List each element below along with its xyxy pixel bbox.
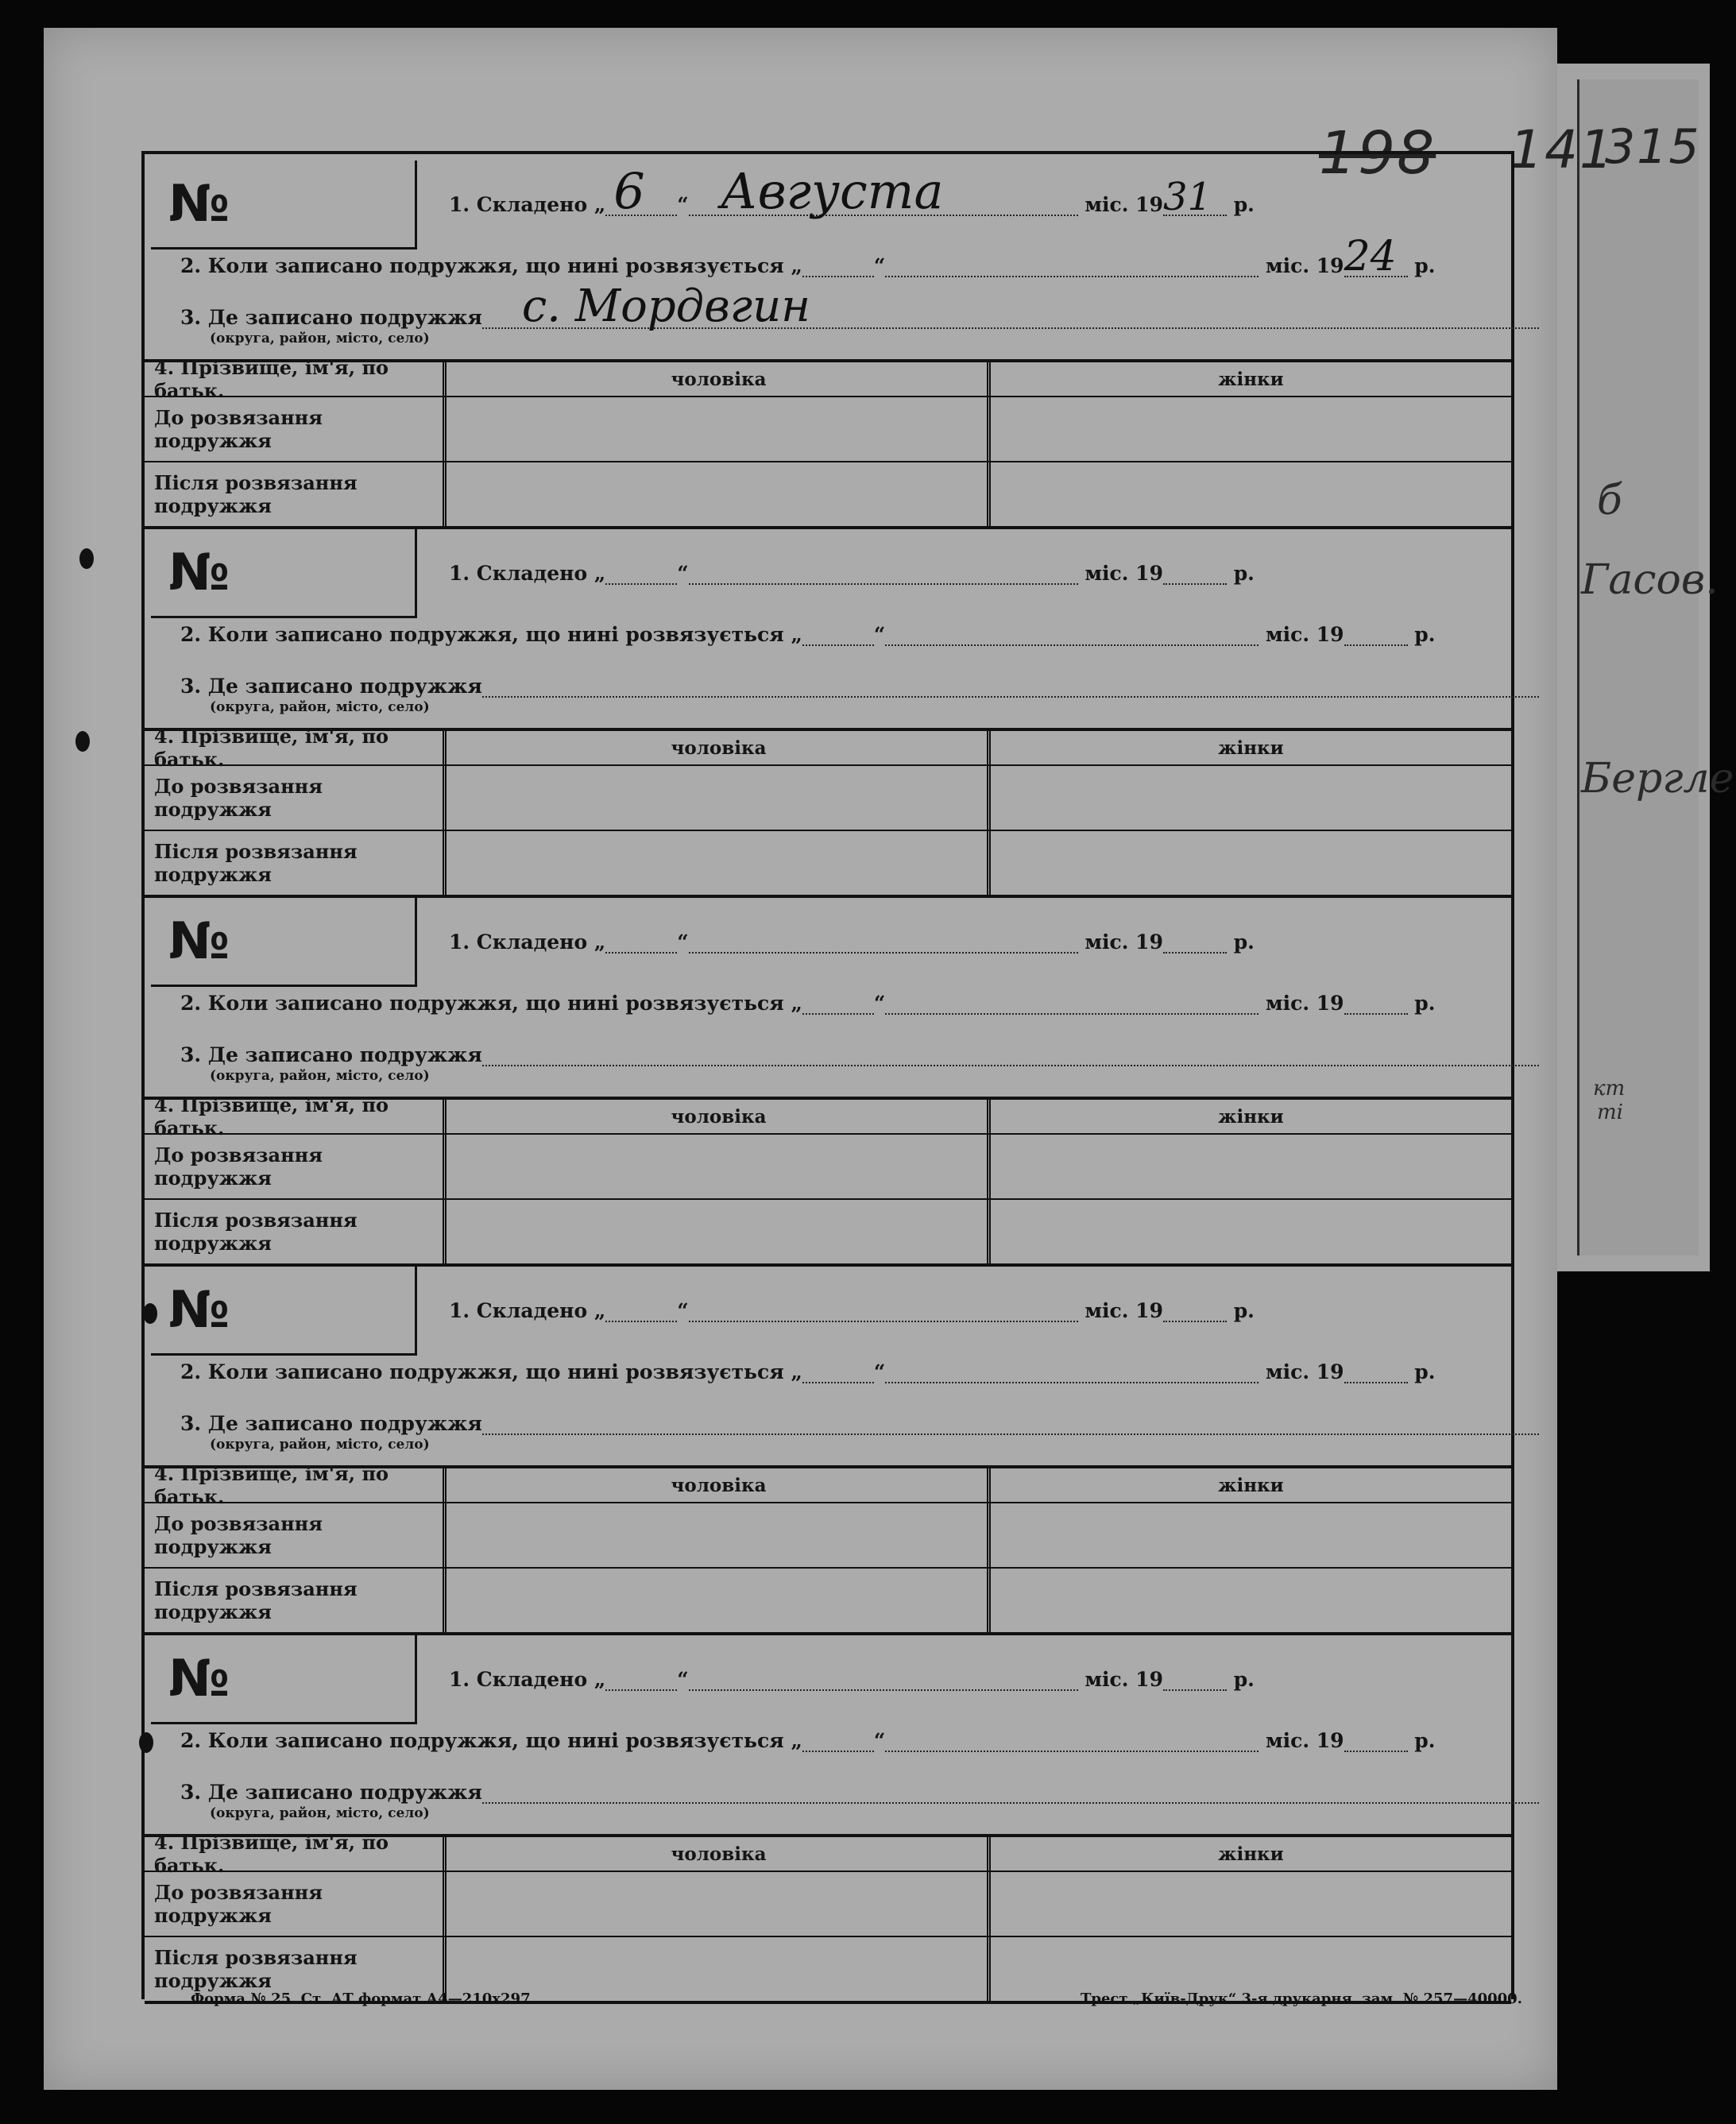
- registered-month-field[interactable]: [885, 622, 1259, 646]
- before-divorce-label: До розвязання подружжя: [145, 1503, 447, 1567]
- registered-month-field[interactable]: [885, 991, 1259, 1015]
- registered-where-line: [180, 1780, 1539, 1804]
- close-quote: “: [677, 930, 689, 954]
- year-suffix: р.: [1233, 562, 1255, 585]
- entry-number-box[interactable]: [151, 1635, 417, 1724]
- registered-year-field[interactable]: [1344, 1728, 1408, 1752]
- registered-when-label: 2. Коли записано подружжя, що нині розвязується: [180, 623, 784, 646]
- registered-when-line: [180, 622, 1435, 646]
- registered-when-line: [180, 1360, 1435, 1383]
- before-divorce-label: До розвязання подружжя: [145, 766, 447, 830]
- composed-label: 1. Складено: [449, 930, 588, 954]
- number-sign: №: [168, 174, 230, 234]
- place-hint: (округа, район, місто, село): [210, 1068, 430, 1084]
- open-quote: „: [791, 254, 802, 277]
- before-divorce-row: [145, 1135, 1511, 1200]
- composed-year-field[interactable]: [1163, 561, 1227, 585]
- back-note: Гасов.: [1581, 556, 1719, 604]
- month-label: міс. 19: [1085, 1299, 1163, 1322]
- registered-month-field[interactable]: [885, 253, 1259, 277]
- husband-header: чоловіка: [450, 1100, 991, 1133]
- names-table: [145, 1831, 1511, 2001]
- back-note: б: [1597, 477, 1622, 524]
- husband-before-cell[interactable]: [450, 397, 991, 461]
- year-suffix: р.: [1233, 1299, 1255, 1322]
- number-sign: №: [168, 1280, 230, 1340]
- month-label: міс. 19: [1085, 930, 1163, 954]
- names-table-header: [145, 725, 1511, 771]
- composed-year-value: 31: [1162, 175, 1212, 219]
- surname-header: 4. Прізвище, ім'я, по батьк.: [145, 731, 447, 764]
- close-quote: “: [873, 1729, 886, 1752]
- registered-where-label: 3. Де записано подружжя: [180, 1412, 482, 1435]
- composed-day-field[interactable]: [605, 1667, 677, 1691]
- registered-where-label: 3. Де записано подружжя: [180, 1781, 482, 1804]
- year-suffix: р.: [1414, 623, 1436, 646]
- composed-month-field[interactable]: [689, 561, 1078, 585]
- before-divorce-row: [145, 397, 1511, 462]
- open-quote: „: [593, 1668, 606, 1691]
- register-entry: [145, 892, 1511, 1260]
- composed-year-field[interactable]: [1163, 1667, 1227, 1691]
- open-quote: „: [593, 562, 606, 585]
- names-table-header: [145, 356, 1511, 402]
- after-divorce-label: Після розвязання подружжя: [145, 1937, 447, 2001]
- composed-label: 1. Складено: [449, 1299, 588, 1322]
- composed-day-field[interactable]: [605, 1298, 677, 1322]
- composed-year-field[interactable]: [1163, 1298, 1227, 1322]
- close-quote: “: [677, 193, 689, 216]
- registered-day-field[interactable]: [802, 622, 874, 646]
- registered-when-label: 2. Коли записано подружжя, що нині розвязується: [180, 992, 784, 1015]
- registered-year-field[interactable]: [1344, 1360, 1408, 1383]
- wife-header: жінки: [1218, 1843, 1284, 1865]
- entry-number-box[interactable]: [151, 1267, 417, 1356]
- month-label: міс. 19: [1265, 992, 1344, 1015]
- registered-day-field[interactable]: [802, 253, 874, 277]
- registered-year-field[interactable]: [1344, 991, 1408, 1015]
- names-table-header: [145, 1831, 1511, 1877]
- before-divorce-row: [145, 1503, 1511, 1569]
- composed-line: [449, 162, 1255, 220]
- after-divorce-label: Після розвязання подружжя: [145, 1569, 447, 1632]
- registered-where-line: [180, 674, 1539, 698]
- registered-where-line: [180, 1411, 1539, 1435]
- names-table-header: [145, 1093, 1511, 1139]
- composed-line: [449, 930, 1255, 954]
- entry-number-box[interactable]: [151, 529, 417, 618]
- husband-after-cell[interactable]: [450, 831, 991, 895]
- surname-header: 4. Прізвище, ім'я, по батьк.: [145, 362, 447, 396]
- composed-day-value: 6: [613, 162, 645, 220]
- registered-where-line: [180, 280, 1539, 332]
- entry-number-box[interactable]: [151, 161, 417, 250]
- binding-hole: [139, 1732, 153, 1753]
- open-quote: „: [593, 930, 606, 954]
- before-divorce-label: До розвязання подружжя: [145, 1135, 447, 1198]
- register-entry: [145, 523, 1511, 892]
- year-suffix: р.: [1233, 930, 1255, 954]
- number-sign: №: [168, 543, 230, 602]
- register-entry: [145, 1629, 1511, 1998]
- registered-place-field[interactable]: [482, 674, 1539, 698]
- month-label: міс. 19: [1265, 1729, 1344, 1752]
- after-divorce-row: [145, 831, 1511, 898]
- composed-day-field[interactable]: [605, 561, 677, 585]
- composed-label: 1. Складено: [449, 1668, 588, 1691]
- husband-after-cell[interactable]: [450, 1200, 991, 1263]
- registered-place-value: с. Мордвгин: [521, 280, 811, 332]
- divorce-register-form: [141, 151, 1514, 1999]
- husband-after-cell[interactable]: [450, 462, 991, 526]
- after-divorce-row: [145, 1200, 1511, 1267]
- names-table-header: [145, 1462, 1511, 1508]
- after-divorce-row: [145, 1569, 1511, 1635]
- binding-hole: [143, 1303, 157, 1324]
- composed-line: [449, 561, 1255, 585]
- registered-when-line: [180, 1728, 1435, 1752]
- registered-place-field[interactable]: [482, 1043, 1539, 1066]
- after-divorce-label: Після розвязання подружжя: [145, 831, 447, 895]
- year-suffix: р.: [1233, 193, 1255, 216]
- archive-number: 141: [1510, 119, 1614, 180]
- archive-number: 198: [1319, 119, 1436, 188]
- year-suffix: р.: [1414, 1729, 1436, 1752]
- composed-line: [449, 1298, 1255, 1322]
- before-divorce-row: [145, 1872, 1511, 1937]
- husband-header: чоловіка: [450, 362, 991, 396]
- husband-header: чоловіка: [450, 1837, 991, 1871]
- registered-day-field[interactable]: [802, 1728, 874, 1752]
- composed-month-field[interactable]: [689, 930, 1078, 954]
- names-table: [145, 725, 1511, 895]
- close-quote: “: [677, 1668, 689, 1691]
- registered-day-field[interactable]: [802, 1360, 874, 1383]
- names-table: [145, 1462, 1511, 1632]
- registered-where-label: 3. Де записано подружжя: [180, 1043, 482, 1066]
- entry-number-box[interactable]: [151, 898, 417, 987]
- registered-when-line: [180, 991, 1435, 1015]
- names-table: [145, 1093, 1511, 1263]
- binding-hole: [79, 548, 94, 569]
- open-quote: „: [593, 1299, 606, 1322]
- before-divorce-label: До розвязання подружжя: [145, 397, 447, 461]
- close-quote: “: [677, 562, 689, 585]
- close-quote: “: [873, 254, 886, 277]
- registered-when-label: 2. Коли записано подружжя, що нині розвязується: [180, 254, 784, 277]
- registered-where-label: 3. Де записано подружжя: [180, 675, 482, 698]
- before-divorce-label: До розвязання подружжя: [145, 1872, 447, 1936]
- husband-after-cell[interactable]: [450, 1569, 991, 1632]
- names-table: [145, 356, 1511, 526]
- before-divorce-row: [145, 766, 1511, 831]
- place-hint: (округа, район, місто, село): [210, 331, 430, 346]
- composed-label: 1. Складено: [449, 193, 588, 216]
- open-quote: „: [791, 1729, 802, 1752]
- close-quote: “: [873, 623, 886, 646]
- open-quote: „: [791, 992, 802, 1015]
- registered-where-line: [180, 1043, 1539, 1066]
- month-label: міс. 19: [1085, 562, 1163, 585]
- archive-number: 315: [1605, 119, 1701, 175]
- after-divorce-label: Після розвязання подружжя: [145, 462, 447, 526]
- register-entry: [145, 1260, 1511, 1629]
- registered-day-field[interactable]: [802, 991, 874, 1015]
- composed-year-field[interactable]: [1163, 930, 1227, 954]
- husband-header: чоловіка: [450, 731, 991, 764]
- wife-header: жінки: [1218, 737, 1284, 759]
- after-divorce-row: [145, 462, 1511, 529]
- registered-year-field[interactable]: [1344, 622, 1408, 646]
- husband-before-cell[interactable]: [450, 1503, 991, 1567]
- registered-place-field[interactable]: [482, 280, 1539, 332]
- back-note: Бергле: [1581, 755, 1734, 803]
- month-label: міс. 19: [1265, 254, 1344, 277]
- composed-line: [449, 1667, 1255, 1691]
- husband-header: чоловіка: [450, 1468, 991, 1502]
- binding-hole: [75, 731, 90, 752]
- close-quote: “: [873, 1360, 886, 1383]
- husband-before-cell[interactable]: [450, 1135, 991, 1198]
- registered-month-field[interactable]: [885, 1360, 1259, 1383]
- back-note: ті: [1597, 1101, 1623, 1124]
- surname-header: 4. Прізвище, ім'я, по батьк.: [145, 1100, 447, 1133]
- register-entry: [145, 154, 1511, 523]
- registered-place-field[interactable]: [482, 1411, 1539, 1435]
- after-divorce-label: Після розвязання подружжя: [145, 1200, 447, 1263]
- number-sign: №: [168, 911, 230, 971]
- registered-year-value: 24: [1344, 233, 1397, 280]
- close-quote: “: [677, 1299, 689, 1322]
- place-hint: (округа, район, місто, село): [210, 699, 430, 715]
- month-label: міс. 19: [1265, 623, 1344, 646]
- month-label: міс. 19: [1085, 1668, 1163, 1691]
- place-hint: (округа, район, місто, село): [210, 1437, 430, 1453]
- year-suffix: р.: [1414, 992, 1436, 1015]
- year-suffix: р.: [1414, 1360, 1436, 1383]
- composed-month-field[interactable]: [689, 162, 1078, 220]
- printer-imprint: Трест „Київ-Друк“ 3-я друкарня. зам. № 257—40000.: [1081, 1991, 1522, 2007]
- registered-when-line: [180, 233, 1436, 280]
- form-code: Форма № 25. Ст. АТ формат А4—210х297.: [191, 1991, 535, 2007]
- wife-header: жінки: [1218, 1474, 1284, 1496]
- open-quote: „: [791, 1360, 802, 1383]
- composed-year-field[interactable]: [1162, 175, 1227, 219]
- composed-label: 1. Складено: [449, 562, 588, 585]
- place-hint: (округа, район, місто, село): [210, 1805, 430, 1821]
- registered-when-label: 2. Коли записано подружжя, що нині розвязується: [180, 1360, 784, 1383]
- number-sign: №: [168, 1649, 230, 1708]
- month-label: міс. 19: [1085, 193, 1163, 216]
- wife-header: жінки: [1218, 368, 1284, 390]
- composed-day-field[interactable]: [605, 162, 677, 220]
- year-suffix: р.: [1414, 254, 1436, 277]
- composed-month-field[interactable]: [689, 1667, 1078, 1691]
- year-suffix: р.: [1233, 1668, 1255, 1691]
- registered-place-field[interactable]: [482, 1780, 1539, 1804]
- close-quote: “: [873, 992, 886, 1015]
- back-note: кт: [1593, 1077, 1626, 1101]
- registered-year-field[interactable]: [1344, 233, 1408, 280]
- wife-header: жінки: [1218, 1105, 1284, 1128]
- surname-header: 4. Прізвище, ім'я, по батьк.: [145, 1468, 447, 1502]
- open-quote: „: [593, 193, 606, 216]
- open-quote: „: [791, 623, 802, 646]
- registered-month-field[interactable]: [885, 1728, 1259, 1752]
- surname-header: 4. Прізвище, ім'я, по батьк.: [145, 1837, 447, 1871]
- composed-month-value: Августа: [720, 162, 944, 220]
- husband-before-cell[interactable]: [450, 766, 991, 830]
- composed-day-field[interactable]: [605, 930, 677, 954]
- husband-before-cell[interactable]: [450, 1872, 991, 1936]
- registered-when-label: 2. Коли записано подружжя, що нині розвязується: [180, 1729, 784, 1752]
- registered-where-label: 3. Де записано подружжя: [180, 306, 482, 329]
- composed-month-field[interactable]: [689, 1298, 1078, 1322]
- month-label: міс. 19: [1265, 1360, 1344, 1383]
